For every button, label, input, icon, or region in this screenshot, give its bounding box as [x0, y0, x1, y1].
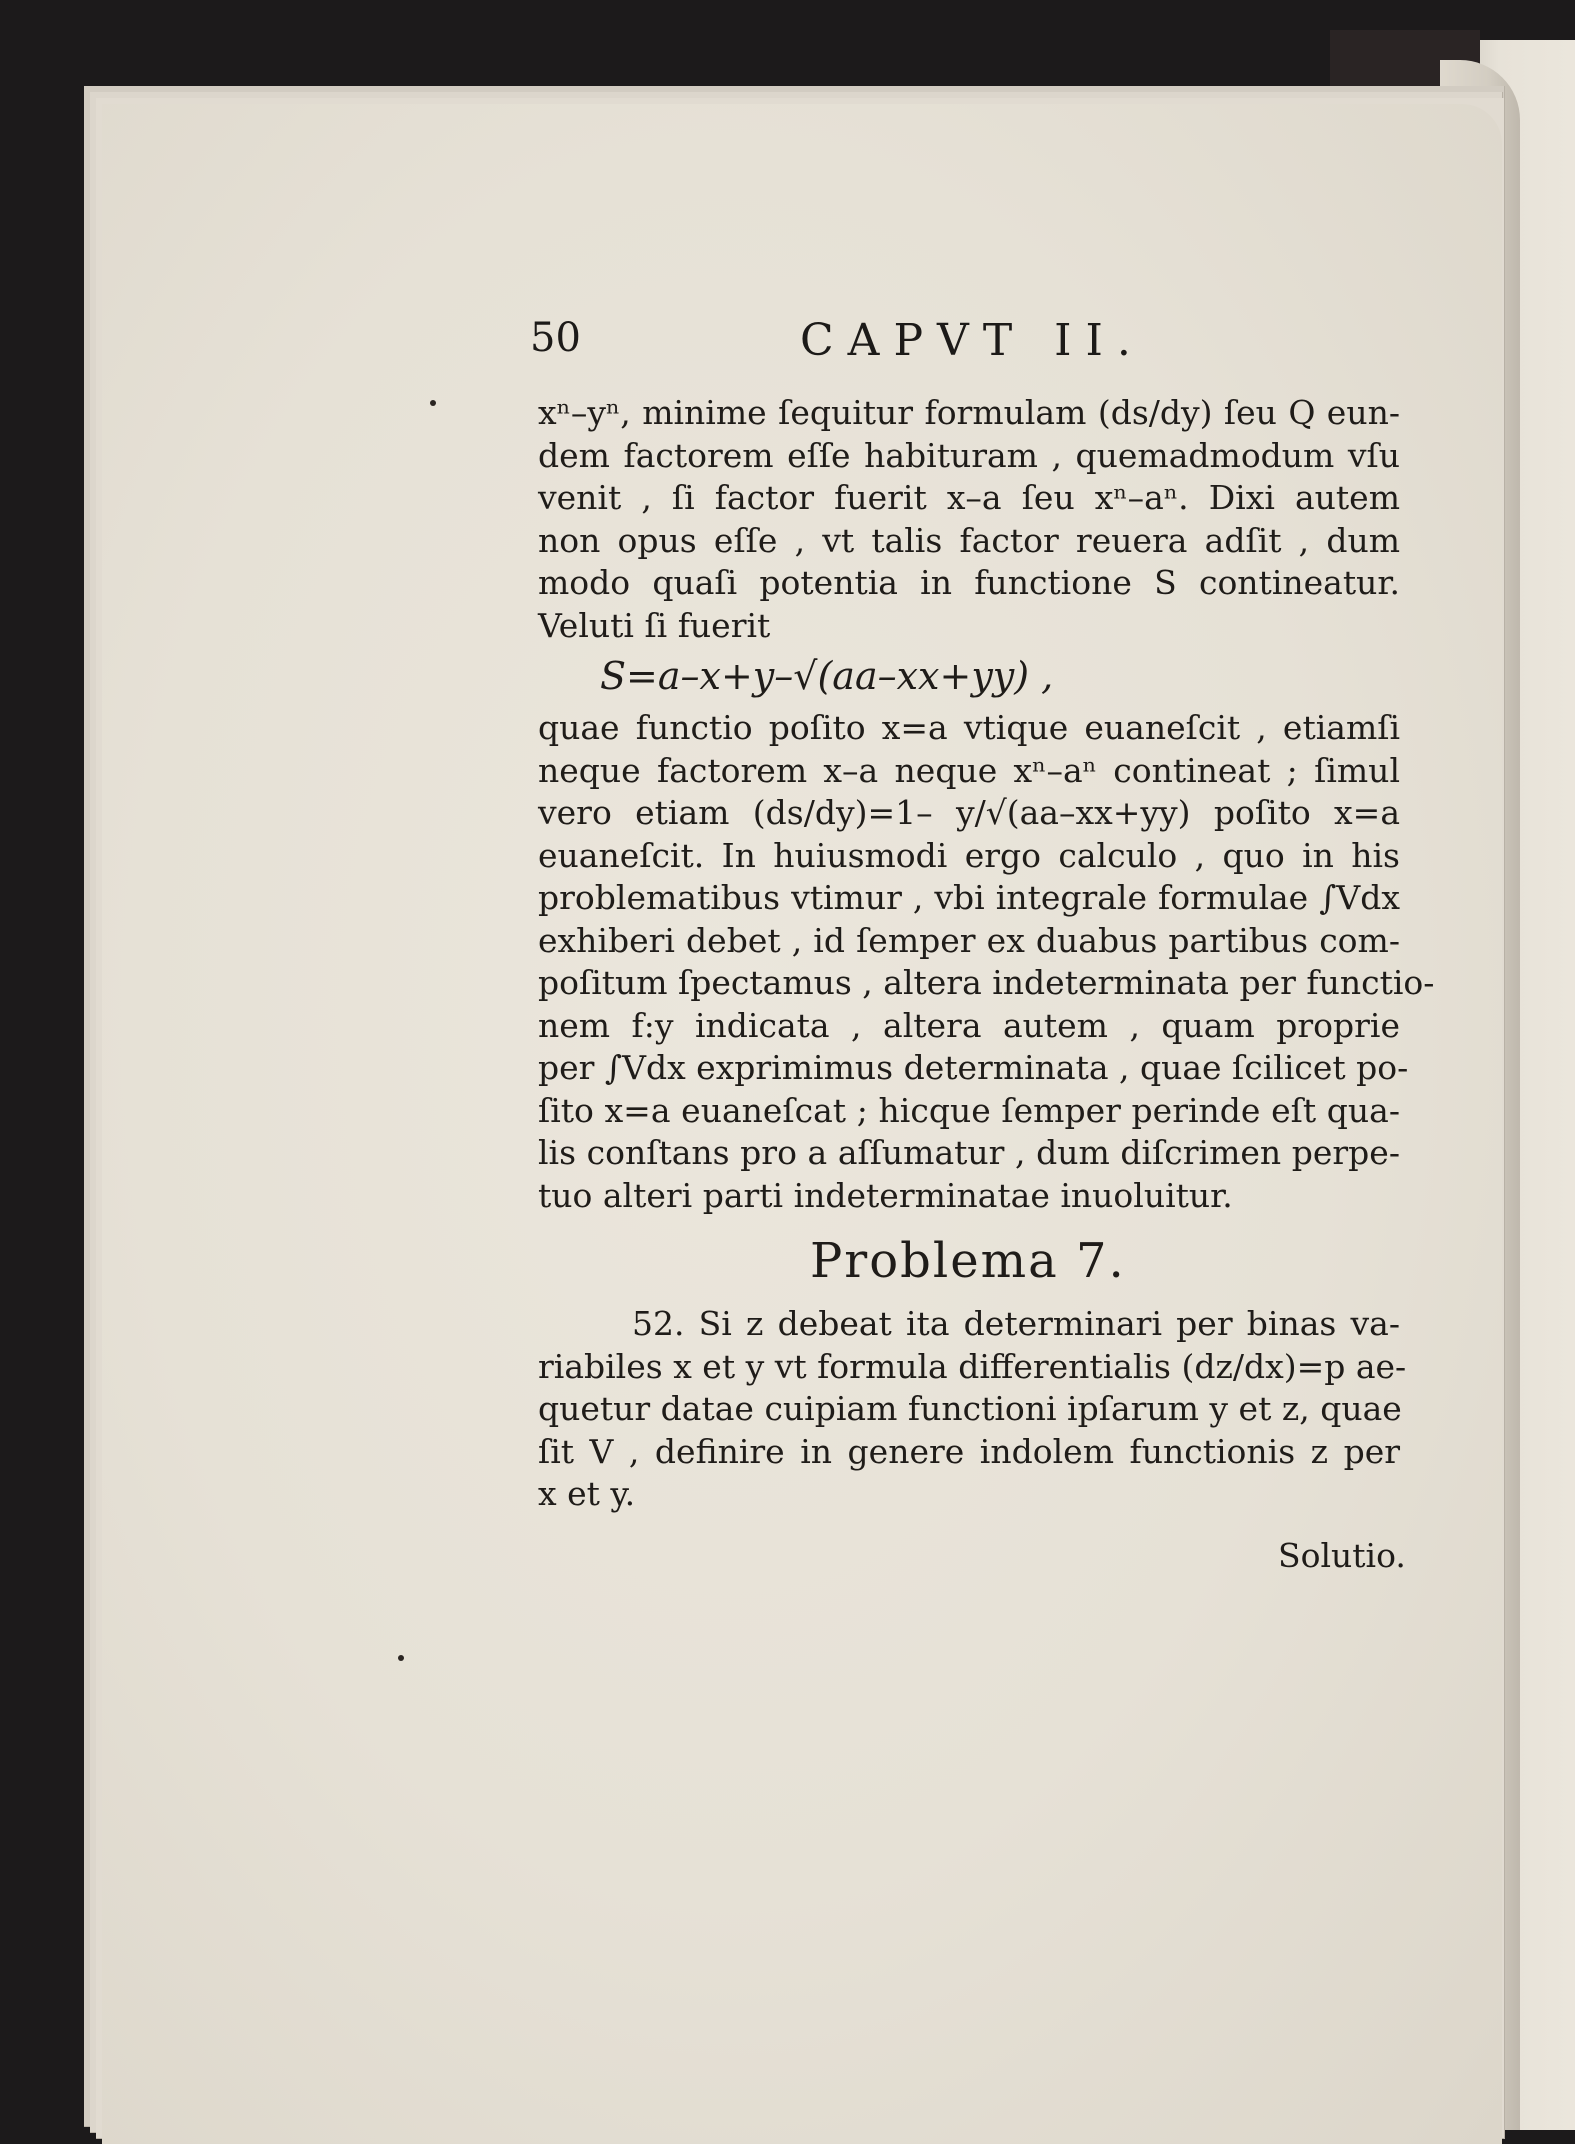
text-line: riabiles x et y vt formula differentialis (dz/dx)=p ae- [538, 1346, 1407, 1386]
text-line: vero etiam (ds/dy)=1– y/√(aa–xx+yy) poſito x=a [538, 793, 1400, 832]
display-formula: S=a–x+y–√(aa–xx+yy) , [600, 654, 1054, 698]
text-line: lis conſtans pro a aſſumatur , dum diſcrimen perpe- [538, 1133, 1400, 1172]
text-line: per ∫Vdx exprimimus determinata , quae ſcilicet po- [538, 1048, 1409, 1087]
chapter-title: CAPVT II. [800, 315, 1145, 366]
text-line: modo quaſi potentia in functione S contineatur. [538, 563, 1400, 602]
text-line: Veluti ſi fuerit [538, 605, 771, 645]
text-line: venit , ſi factor fuerit x–a ſeu xⁿ–aⁿ. Dixi autem [538, 478, 1400, 517]
text-line: ſit V , definire in genere indolem functionis z per [538, 1431, 1400, 1471]
text-line: 52. Si z debeat ita determinari per binas va- [632, 1304, 1400, 1343]
text-line: x et y. [538, 1474, 636, 1513]
text-line: tuo alteri parti indeterminatae inuoluitur. [538, 1175, 1233, 1215]
text-line: exhiberi debet , id ſemper ex duabus partibus com- [538, 920, 1400, 960]
text-line: dem factorem eſſe habituram , quemadmodum vſu [538, 435, 1400, 475]
page-header [530, 315, 1530, 375]
text-line: problematibus vtimur , vbi integrale formulae ∫Vdx [538, 878, 1400, 917]
ink-speck [398, 1655, 404, 1661]
ink-speck [430, 400, 436, 406]
catchword: Solutio. [1278, 1536, 1406, 1575]
page-body [538, 392, 1435, 1516]
text-line: euaneſcit. In huiusmodi ergo calculo , quo in his [538, 835, 1400, 875]
text-line: poſitum ſpectamus , altera indeterminata per functio- [538, 963, 1435, 1002]
text-line: quae functio poſito x=a vtique euaneſcit , etiamſi [538, 708, 1400, 747]
text-line: quetur datae cuipiam functioni ipſarum y et z, quae [538, 1389, 1402, 1428]
text-line: ſito x=a euaneſcat ; hicque ſemper perinde eſt qua- [538, 1090, 1400, 1130]
text-line: nem f:y indicata , altera autem , quam proprie [538, 1005, 1400, 1045]
text-line: xⁿ–yⁿ, minime ſequitur formulam (ds/dy) ſeu Q eun- [538, 393, 1400, 432]
page-number: 50 [530, 315, 581, 361]
text-line: non opus eſſe , vt talis factor reuera adſit , dum [538, 520, 1400, 560]
problem-heading: Problema 7. [810, 1233, 1126, 1289]
text-line: neque factorem x–a neque xⁿ–aⁿ contineat ; ſimul [538, 750, 1400, 790]
